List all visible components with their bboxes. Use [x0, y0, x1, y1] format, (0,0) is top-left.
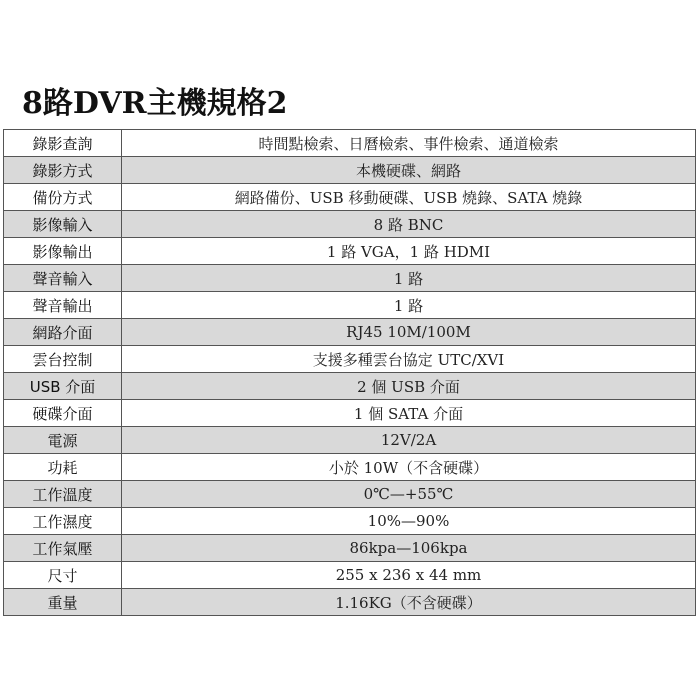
spec-value: 1 路	[122, 292, 696, 319]
spec-label: 錄影查詢	[4, 130, 122, 157]
spec-value: 2 個 USB 介面	[122, 373, 696, 400]
spec-label: USB 介面	[4, 373, 122, 400]
spec-label: 尺寸	[4, 562, 122, 589]
spec-row	[4, 265, 696, 292]
spec-label: 錄影方式	[4, 157, 122, 184]
spec-row	[4, 481, 696, 508]
spec-label: 工作溫度	[4, 481, 122, 508]
spec-table	[3, 129, 696, 616]
spec-value: 8 路 BNC	[122, 211, 696, 238]
spec-value: 1.16KG（不含硬碟）	[122, 589, 696, 616]
spec-label: 影像輸入	[4, 211, 122, 238]
spec-label: 功耗	[4, 454, 122, 481]
spec-row	[4, 535, 696, 562]
spec-label: 聲音輸入	[4, 265, 122, 292]
spec-value: 小於 10W（不含硬碟）	[122, 454, 696, 481]
spec-table-body	[4, 130, 696, 616]
spec-value: 1 路	[122, 265, 696, 292]
spec-row	[4, 562, 696, 589]
spec-label: 影像輸出	[4, 238, 122, 265]
spec-row	[4, 454, 696, 481]
spec-value: 網路備份、USB 移動硬碟、USB 燒錄、SATA 燒錄	[122, 184, 696, 211]
spec-label: 網路介面	[4, 319, 122, 346]
spec-label: 電源	[4, 427, 122, 454]
spec-value: 0℃—+55℃	[122, 481, 696, 508]
spec-value: 1 個 SATA 介面	[122, 400, 696, 427]
spec-label: 工作氣壓	[4, 535, 122, 562]
spec-value: 1 路 VGA，1 路 HDMI	[122, 238, 696, 265]
spec-value: 本機硬碟、網路	[122, 157, 696, 184]
spec-row	[4, 184, 696, 211]
spec-row	[4, 508, 696, 535]
spec-row	[4, 292, 696, 319]
spec-row	[4, 157, 696, 184]
spec-value: 12V/2A	[122, 427, 696, 454]
spec-label: 聲音輸出	[4, 292, 122, 319]
spec-label: 硬碟介面	[4, 400, 122, 427]
spec-row	[4, 238, 696, 265]
spec-value: 255 x 236 x 44 mm	[122, 562, 696, 589]
spec-row	[4, 346, 696, 373]
spec-row	[4, 589, 696, 616]
spec-label: 重量	[4, 589, 122, 616]
spec-value: 10%—90%	[122, 508, 696, 535]
spec-label: 備份方式	[4, 184, 122, 211]
spec-row	[4, 130, 696, 157]
spec-value: RJ45 10M/100M	[122, 319, 696, 346]
spec-label: 工作濕度	[4, 508, 122, 535]
spec-label: 雲台控制	[4, 346, 122, 373]
spec-value: 支援多種雲台協定 UTC/XVI	[122, 346, 696, 373]
spec-row	[4, 427, 696, 454]
spec-row	[4, 373, 696, 400]
spec-value: 時間點檢索、日曆檢索、事件檢索、通道檢索	[122, 130, 696, 157]
spec-value: 86kpa—106kpa	[122, 535, 696, 562]
spec-row	[4, 400, 696, 427]
spec-row	[4, 211, 696, 238]
spec-row	[4, 319, 696, 346]
page-title: 8路DVR主機規格2	[22, 86, 288, 121]
